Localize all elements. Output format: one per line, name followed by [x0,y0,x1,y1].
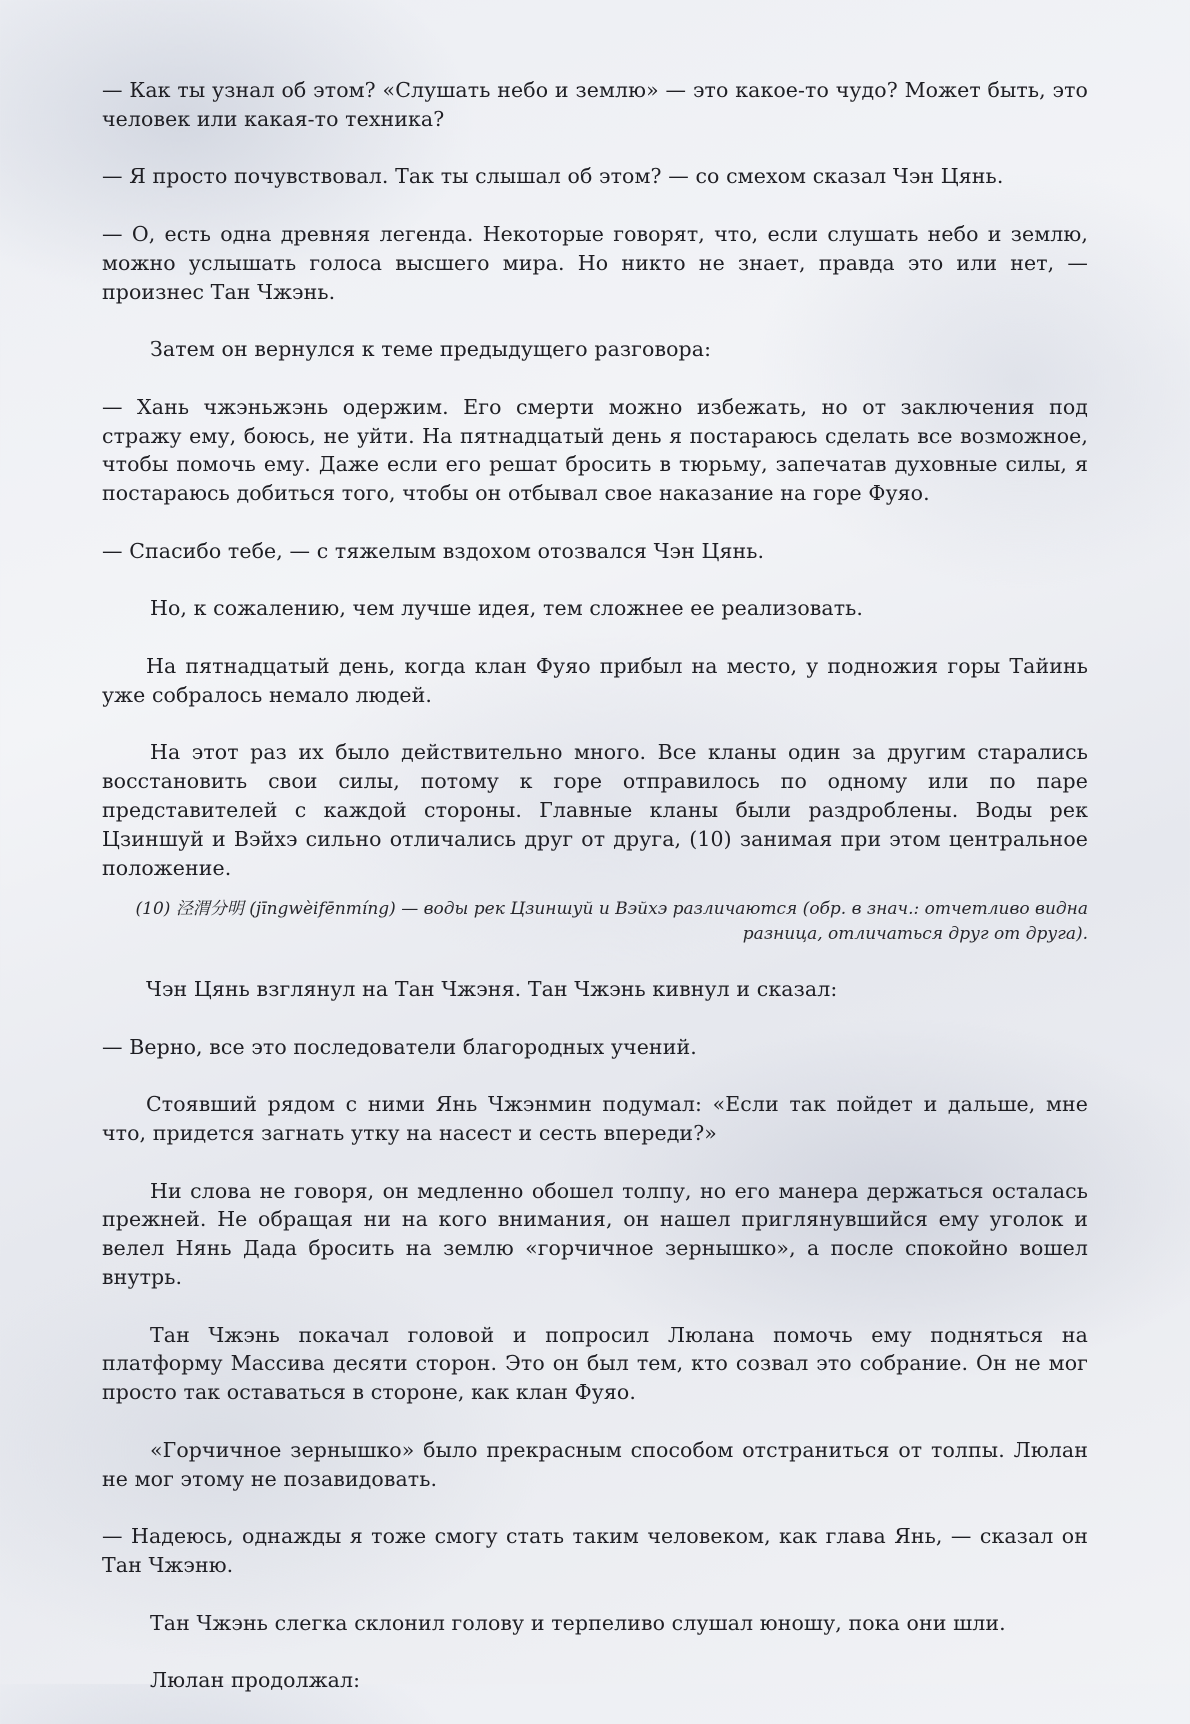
paragraph-14: Тан Чжэнь покачал головой и попросил Люлана помочь ему подняться на платформу Массива десяти сторон. Это он был тем, кто созвал это собрание. Он не мог просто так оставаться в стороне, как клан Фуяо. [102,1322,1088,1405]
paragraph-9: На этот раз их было действительно много. Все кланы один за другим старались восстановить свои силы, потому к горе отправилось по одному или по паре представителей с каждой стороны. Главные кланы были раздроблены. Воды рек Цзиншуй и Вэйхэ сильно отличались друг от друга, (10) занимая при этом центральное положение. [102,740,1088,880]
paragraph-3: — О, есть одна древняя легенда. Некоторые говорят, что, если слушать небо и землю, можно услышать голоса высшего мира. Но никто не знает, правда это или нет, — произнес Тан Чжэнь. [102,221,1088,304]
paragraph-13: Ни слова не говоря, он медленно обошел толпу, но его манера держаться осталась прежней. Не обращая ни на кого внимания, он нашел приглянувшийся ему уголок и велел Нянь Дада бросить на землю «горчичное зернышко», а после спокойно вошел внутрь. [102,1178,1088,1290]
paragraph-8: На пятнадцатый день, когда клан Фуяо прибыл на место, у подножия горы Тайинь уже собралось немало людей. [102,653,1088,707]
paragraph-4: Затем он вернулся к теме предыдущего разговора: [150,337,712,362]
paragraph-18: Люлан продолжал: [150,1668,361,1693]
footnote: (10) 泾渭分明 (jīngwèifēnmíng) — воды рек Цзиншуй и Вэйхэ различаются (обр. в знач.: отчетливо видна разница, отличаться друг от друга). [135,899,1088,945]
paragraph-6: — Спасибо тебе, — с тяжелым вздохом отозвался Чэн Цянь. [102,538,765,563]
paragraph-2: — Я просто почувствовал. Так ты слышал об этом? — со смехом сказал Чэн Цянь. [102,164,1004,189]
document-page [102,76,1088,1724]
paragraph-15: «Горчичное зернышко» было прекрасным способом отстраниться от толпы. Люлан не мог этому не позавидовать. [102,1437,1088,1491]
paragraph-1: — Как ты узнал об этом? «Слушать небо и землю» — это какое-то чудо? Может быть, это человек или какая-то техника? [102,78,1088,131]
paragraph-7: Но, к сожалению, чем лучше идея, тем сложнее ее реализовать. [150,596,864,621]
paragraph-17: Тан Чжэнь слегка склонил голову и терпеливо слушал юношу, пока они шли. [150,1610,1006,1635]
paragraph-12: Стоявший рядом с ними Янь Чжэнмин подумал: «Если так пойдет и дальше, мне что, придется загнать утку на насест и сесть впереди?» [102,1092,1088,1146]
paragraph-10: Чэн Цянь взглянул на Тан Чжэня. Тан Чжэнь кивнул и сказал: [146,977,838,1002]
paragraph-11: — Верно, все это последователи благородных учений. [102,1034,697,1059]
paragraph-16: — Надеюсь, однажды я тоже смогу стать таким человеком, как глава Янь, — сказал он Тан Чжэню. [102,1524,1088,1578]
paragraph-5: — Хань чжэньжэнь одержим. Его смерти можно избежать, но от заключения под стражу ему, боюсь, не уйти. На пятнадцатый день я постараюсь сделать все возможное, чтобы помочь ему. Даже если его решат бросить в тюрьму, запечатав духовные силы, я постараюсь добиться того, чтобы он отбывал свое наказание на горе Фуяо. [102,394,1088,506]
